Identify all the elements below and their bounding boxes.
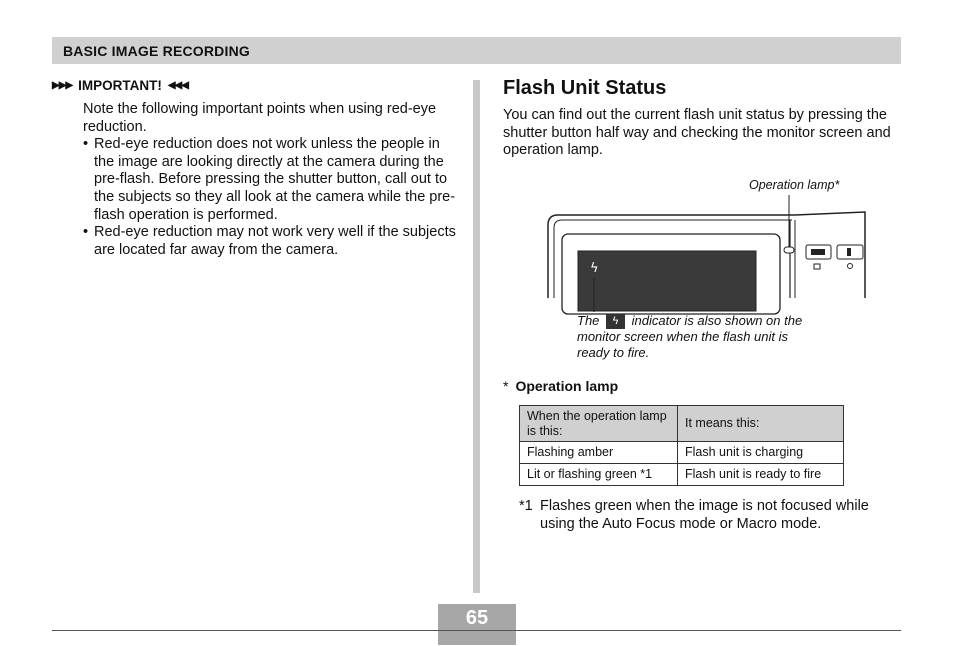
- footnote: [519, 497, 889, 533]
- list-item: • Red-eye reduction does not work unless the people in the image are looking directly at the camera during the pre-flash. Before pressing the shutter button, call out to the subjects so they all look at the camera while the pre-flash operation is performed.: [83, 136, 463, 224]
- operation-lamp-callout: Operation lamp*: [749, 178, 840, 192]
- footnote-text: Flashes green when the image is not focused while using the Auto Focus mode or Macro mode.: [540, 498, 869, 532]
- important-intro: Note the following important points when using red-eye reduction.: [83, 101, 437, 135]
- important-body: [83, 101, 463, 259]
- list-item: • Red-eye reduction may not work very well if the subjects are located far away from the camera.: [83, 224, 463, 259]
- important-heading: [52, 78, 188, 93]
- column-divider: [473, 80, 480, 593]
- section-header-bar: [52, 37, 901, 64]
- footnote-label: *1: [519, 498, 533, 514]
- table-cell: Flash unit is charging: [678, 442, 844, 464]
- table-row: [520, 464, 844, 486]
- table-cell: Lit or flashing green *1: [520, 464, 678, 486]
- double-arrow-right-icon: ▶▶▶: [52, 80, 73, 91]
- table-cell: Flashing amber: [520, 442, 678, 464]
- important-list: [83, 136, 463, 259]
- important-label: IMPORTANT!: [78, 78, 162, 93]
- flash-icon: ϟ: [590, 261, 599, 276]
- operation-lamp-table: [519, 405, 844, 486]
- table-cell: Flash unit is ready to fire: [678, 464, 844, 486]
- flash-indicator-caption: The ϟ indicator is also shown on the monitor screen when the flash unit is ready to fire.: [577, 313, 803, 360]
- table-header-cell: It means this:: [678, 406, 844, 442]
- page-title: Flash Unit Status: [503, 77, 667, 99]
- double-arrow-left-icon: ◀◀◀: [167, 80, 188, 91]
- footer-rule: [52, 630, 901, 631]
- flash-icon: ϟ: [606, 314, 625, 329]
- page-number-box: [438, 604, 516, 645]
- section-title: BASIC IMAGE RECORDING: [63, 43, 250, 59]
- table-header-cell: When the operation lamp is this:: [520, 406, 678, 442]
- flash-intro: You can find out the current flash unit status by pressing the shutter button half way and checking the monitor screen and operation lamp.: [503, 107, 891, 159]
- table-row: [520, 442, 844, 464]
- page-number: 65: [465, 607, 489, 629]
- operation-lamp-heading: * Operation lamp: [503, 378, 619, 394]
- table-header-row: [520, 406, 844, 442]
